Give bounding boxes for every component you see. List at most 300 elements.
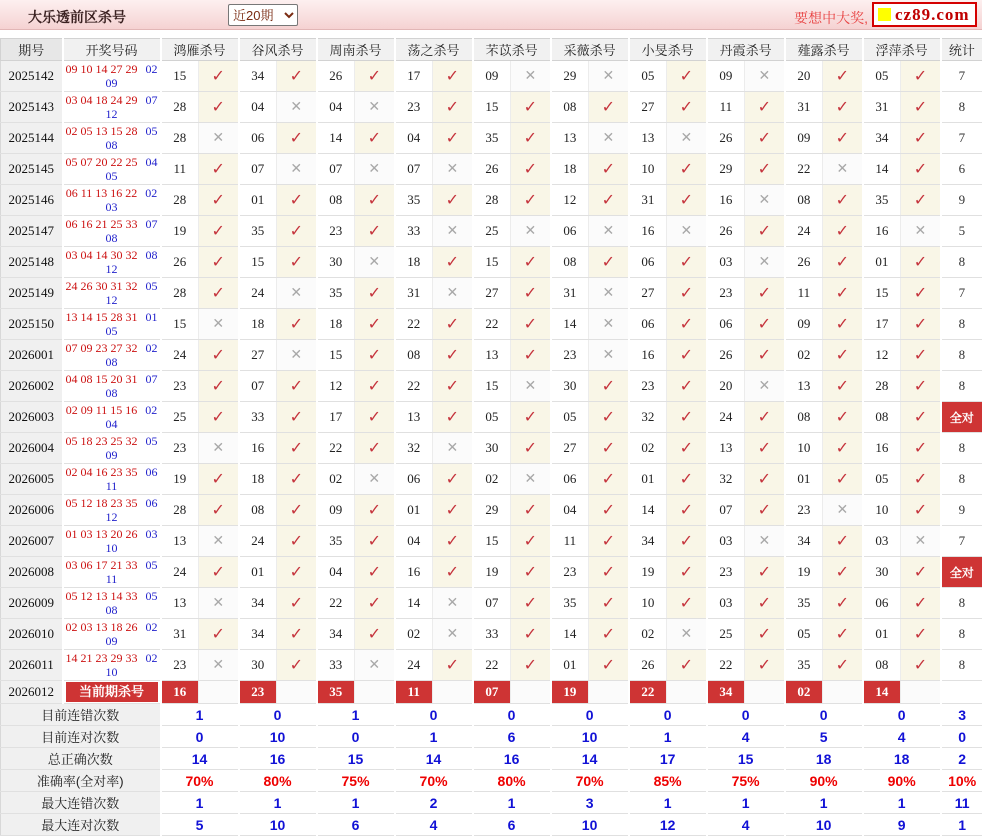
cross-icon: ✕: [368, 470, 381, 486]
summary-label-cell: 最大连对次数: [1, 814, 161, 836]
site-logo[interactable]: [872, 2, 977, 27]
check-icon: ✓: [445, 378, 459, 395]
period-cell: 2025147: [1, 216, 63, 247]
check-icon: ✓: [835, 471, 850, 488]
check-cell: [745, 216, 785, 247]
check-cell: [433, 588, 473, 619]
kill-number-cell: 27: [629, 92, 667, 123]
check-cell: [823, 278, 863, 309]
kill-number-cell: 26: [317, 61, 355, 92]
summary-value-cell: 5: [161, 814, 239, 836]
kill-number-cell: 15: [161, 61, 199, 92]
front-numbers: 06 16 21 25 33: [65, 217, 138, 231]
check-icon: ✓: [679, 316, 694, 333]
check-cell: [511, 247, 551, 278]
kill-number-cell: 15: [161, 309, 199, 340]
kill-number-cell: 19: [161, 216, 199, 247]
table-row: [1, 216, 982, 247]
summary-row: [1, 726, 982, 748]
draw-numbers-cell: [63, 61, 161, 92]
kill-number-cell: 04: [551, 495, 589, 526]
summary-value-cell: 1: [785, 792, 863, 814]
check-cell: [589, 278, 629, 309]
kill-number-cell: 17: [395, 61, 433, 92]
check-icon: ✓: [445, 130, 459, 147]
col-header-11: 浮萍杀号: [863, 39, 941, 61]
check-icon: ✓: [523, 347, 538, 364]
check-icon: ✓: [211, 223, 225, 240]
check-icon: ✓: [289, 440, 303, 457]
check-icon: ✓: [445, 502, 459, 519]
back-number-2: 04: [105, 417, 118, 431]
check-cell: [433, 557, 473, 588]
summary-value-cell: 0: [785, 704, 863, 726]
check-cell: [589, 371, 629, 402]
table-row: [1, 402, 982, 433]
check-cell: [823, 247, 863, 278]
check-icon: ✓: [211, 471, 225, 488]
kill-number-cell: 09: [317, 495, 355, 526]
summary-value-cell: 1: [707, 792, 785, 814]
check-cell: [667, 61, 707, 92]
kill-number-cell: 23: [707, 278, 745, 309]
check-cell: [667, 247, 707, 278]
kill-number-cell: 29: [473, 495, 511, 526]
back-number-1: 03: [145, 527, 158, 541]
check-icon: ✓: [757, 223, 772, 240]
summary-value-cell: 15: [317, 748, 395, 770]
front-numbers: 05 12 18 23 35: [65, 496, 138, 510]
current-kill-number-cell: 02: [785, 681, 823, 704]
check-cell: [901, 619, 941, 650]
table-row: [1, 619, 982, 650]
check-icon: ✓: [523, 285, 538, 302]
back-number-2: 08: [105, 603, 118, 617]
check-icon: ✓: [367, 564, 381, 581]
kill-number-cell: 19: [785, 557, 823, 588]
stat-cell: 5: [941, 216, 982, 247]
check-icon: ✓: [601, 471, 616, 488]
stat-cell: 7: [941, 61, 982, 92]
range-select[interactable]: [228, 4, 298, 26]
cross-icon: ✕: [524, 377, 537, 393]
stat-cell: [941, 681, 982, 704]
summary-value-cell: 80%: [239, 770, 317, 792]
check-icon: ✓: [445, 657, 459, 674]
kill-number-cell: 08: [785, 185, 823, 216]
back-number-1: 05: [145, 558, 158, 572]
period-cell: 2026002: [1, 371, 63, 402]
kill-number-cell: 16: [629, 216, 667, 247]
draw-numbers-cell: [63, 526, 161, 557]
check-cell: [511, 650, 551, 681]
period-cell: 2025142: [1, 61, 63, 92]
check-cell: [199, 681, 239, 704]
draw-numbers-cell: [63, 495, 161, 526]
summary-value-cell: 1: [629, 792, 707, 814]
check-icon: ✓: [289, 533, 303, 550]
check-cell: [511, 588, 551, 619]
draw-numbers-cell: [63, 557, 161, 588]
summary-value-cell: 10: [785, 814, 863, 836]
check-icon: ✓: [913, 161, 928, 178]
kill-number-cell: 09: [785, 309, 823, 340]
check-icon: ✓: [289, 409, 303, 426]
kill-number-cell: 15: [473, 247, 511, 278]
cross-icon: ✕: [368, 160, 381, 176]
kill-number-cell: 10: [785, 433, 823, 464]
check-icon: ✓: [445, 347, 459, 364]
check-icon: ✓: [211, 68, 225, 85]
check-cell: [589, 588, 629, 619]
check-cell: [667, 526, 707, 557]
kill-number-cell: 28: [473, 185, 511, 216]
check-icon: ✓: [835, 192, 850, 209]
summary-value-cell: 4: [863, 726, 941, 748]
check-cell: [667, 464, 707, 495]
period-cell: 2025149: [1, 278, 63, 309]
check-cell: [433, 185, 473, 216]
draw-numbers-cell: [63, 464, 161, 495]
check-icon: ✓: [523, 99, 538, 116]
check-cell: [901, 340, 941, 371]
check-cell: [589, 154, 629, 185]
check-cell: [199, 309, 239, 340]
check-cell: [199, 464, 239, 495]
check-cell: [901, 588, 941, 619]
check-icon: ✓: [211, 285, 225, 302]
check-icon: ✓: [445, 409, 459, 426]
cross-icon: ✕: [368, 98, 381, 114]
back-number-2: 10: [105, 541, 118, 555]
current-kill-number-cell: 14: [863, 681, 901, 704]
check-icon: ✓: [445, 192, 459, 209]
kill-number-cell: 14: [629, 495, 667, 526]
kill-number-cell: 01: [629, 464, 667, 495]
check-icon: ✓: [913, 657, 928, 674]
check-cell: [199, 154, 239, 185]
kill-number-cell: 34: [785, 526, 823, 557]
check-cell: [433, 371, 473, 402]
check-cell: [355, 557, 395, 588]
summary-value-cell: 75%: [707, 770, 785, 792]
back-number-1: 02: [145, 341, 158, 355]
check-cell: [355, 278, 395, 309]
cross-icon: ✕: [212, 315, 225, 331]
back-number-1: 04: [145, 155, 158, 169]
check-cell: [823, 464, 863, 495]
check-cell: [355, 123, 395, 154]
check-cell: [901, 681, 941, 704]
cross-icon: ✕: [602, 284, 615, 300]
kill-number-cell: 05: [863, 464, 901, 495]
table-row: [1, 185, 982, 216]
back-number-2: 11: [105, 572, 118, 586]
kill-number-cell: 02: [629, 433, 667, 464]
check-cell: [355, 588, 395, 619]
kill-number-cell: 18: [551, 154, 589, 185]
check-icon: ✓: [367, 502, 381, 519]
check-icon: ✓: [757, 99, 772, 116]
kill-number-cell: 04: [395, 526, 433, 557]
summary-total-cell: 0: [941, 726, 982, 748]
check-icon: ✓: [757, 285, 772, 302]
kill-number-cell: 30: [863, 557, 901, 588]
check-cell: [277, 588, 317, 619]
check-icon: ✓: [913, 192, 928, 209]
current-kill-number-cell: 23: [239, 681, 277, 704]
kill-number-cell: 22: [785, 154, 823, 185]
kill-number-cell: 28: [161, 123, 199, 154]
table-row: [1, 588, 982, 619]
check-icon: ✓: [367, 347, 381, 364]
check-cell: [823, 588, 863, 619]
check-cell: [667, 92, 707, 123]
check-icon: ✓: [757, 347, 772, 364]
kill-number-cell: 22: [395, 309, 433, 340]
check-cell: [745, 464, 785, 495]
kill-number-cell: 18: [395, 247, 433, 278]
kill-number-cell: 03: [707, 247, 745, 278]
period-cell: 2025148: [1, 247, 63, 278]
check-cell: [589, 619, 629, 650]
period-cell: 2026005: [1, 464, 63, 495]
kill-number-cell: 05: [785, 619, 823, 650]
kill-number-cell: 35: [317, 526, 355, 557]
check-cell: [667, 278, 707, 309]
check-icon: ✓: [913, 285, 928, 302]
kill-number-cell: 31: [785, 92, 823, 123]
check-icon: ✓: [757, 440, 772, 457]
check-cell: [277, 278, 317, 309]
check-cell: [589, 216, 629, 247]
summary-label-cell: 准确率(全对率): [1, 770, 161, 792]
check-icon: ✓: [367, 409, 381, 426]
check-cell: [355, 154, 395, 185]
kill-number-cell: 23: [785, 495, 823, 526]
kill-number-cell: 25: [707, 619, 745, 650]
kill-number-cell: 18: [239, 464, 277, 495]
period-cell: 2026003: [1, 402, 63, 433]
front-numbers: 05 12 13 14 33: [65, 589, 138, 603]
check-cell: [433, 123, 473, 154]
check-icon: ✓: [523, 316, 538, 333]
check-cell: [667, 340, 707, 371]
logo-text: cz89.com: [895, 5, 970, 24]
kill-number-table: [0, 38, 982, 836]
check-cell: [433, 495, 473, 526]
draw-numbers-cell: [63, 402, 161, 433]
check-icon: ✓: [757, 316, 772, 333]
check-cell: [433, 278, 473, 309]
check-cell: [745, 681, 785, 704]
kill-number-cell: 12: [551, 185, 589, 216]
check-icon: ✓: [211, 626, 225, 643]
back-number-1: 05: [145, 124, 158, 138]
check-cell: [433, 92, 473, 123]
col-header-0: 期号: [1, 39, 63, 61]
back-number-1: 05: [145, 434, 158, 448]
front-numbers: 13 14 15 28 31: [65, 310, 138, 324]
kill-number-cell: 08: [317, 185, 355, 216]
draw-numbers-cell: [63, 650, 161, 681]
check-cell: [823, 123, 863, 154]
back-number-1: 06: [145, 496, 158, 510]
check-cell: [355, 309, 395, 340]
kill-number-cell: 35: [863, 185, 901, 216]
summary-value-cell: 85%: [629, 770, 707, 792]
back-number-2: 08: [105, 386, 118, 400]
kill-number-cell: 27: [629, 278, 667, 309]
check-cell: [823, 61, 863, 92]
col-header-8: 小旻杀号: [629, 39, 707, 61]
check-cell: [589, 433, 629, 464]
check-cell: [745, 154, 785, 185]
check-cell: [511, 185, 551, 216]
stat-cell: 9: [941, 185, 982, 216]
check-cell: [277, 185, 317, 216]
kill-number-cell: 07: [395, 154, 433, 185]
table-row: [1, 557, 982, 588]
kill-number-cell: 33: [395, 216, 433, 247]
cross-icon: ✕: [836, 160, 849, 176]
summary-value-cell: 14: [161, 748, 239, 770]
check-icon: ✓: [835, 657, 850, 674]
kill-number-cell: 07: [239, 154, 277, 185]
kill-number-cell: 12: [863, 340, 901, 371]
check-cell: [901, 433, 941, 464]
kill-number-cell: 24: [785, 216, 823, 247]
summary-value-cell: 70%: [395, 770, 473, 792]
check-cell: [589, 650, 629, 681]
check-cell: [589, 247, 629, 278]
check-icon: ✓: [211, 192, 225, 209]
cross-icon: ✕: [602, 346, 615, 362]
promo-text: 要想中大奖,: [794, 10, 868, 26]
summary-value-cell: 18: [785, 748, 863, 770]
check-icon: ✓: [523, 440, 538, 457]
kill-number-cell: 05: [629, 61, 667, 92]
check-cell: [901, 278, 941, 309]
kill-number-cell: 11: [161, 154, 199, 185]
summary-label-cell: 总正确次数: [1, 748, 161, 770]
check-cell: [667, 588, 707, 619]
check-cell: [433, 61, 473, 92]
check-cell: [199, 340, 239, 371]
check-icon: ✓: [835, 285, 850, 302]
kill-number-cell: 06: [707, 309, 745, 340]
kill-number-cell: 06: [629, 309, 667, 340]
kill-number-cell: 02: [473, 464, 511, 495]
check-cell: [745, 340, 785, 371]
check-cell: [901, 185, 941, 216]
check-icon: ✓: [757, 471, 772, 488]
draw-numbers-cell: [63, 185, 161, 216]
summary-value-cell: 1: [161, 792, 239, 814]
summary-value-cell: 12: [629, 814, 707, 836]
check-cell: [277, 247, 317, 278]
check-cell: [823, 154, 863, 185]
page-title: 大乐透前区杀号: [28, 9, 126, 25]
check-cell: [433, 681, 473, 704]
kill-number-cell: 26: [785, 247, 823, 278]
check-icon: ✓: [913, 316, 928, 333]
summary-value-cell: 9: [863, 814, 941, 836]
check-icon: ✓: [601, 192, 616, 209]
front-numbers: 14 21 23 29 33: [65, 651, 138, 665]
check-icon: ✓: [757, 409, 772, 426]
back-number-2: 12: [105, 107, 118, 121]
kill-number-cell: 16: [629, 340, 667, 371]
check-icon: ✓: [289, 626, 303, 643]
kill-number-cell: 30: [473, 433, 511, 464]
summary-value-cell: 18: [863, 748, 941, 770]
kill-number-cell: 18: [239, 309, 277, 340]
check-icon: ✓: [289, 378, 303, 395]
check-cell: [745, 402, 785, 433]
summary-value-cell: 16: [473, 748, 551, 770]
check-icon: ✓: [757, 595, 772, 612]
check-cell: [199, 402, 239, 433]
col-header-10: 薤露杀号: [785, 39, 863, 61]
check-icon: ✓: [523, 409, 538, 426]
check-icon: ✓: [835, 99, 850, 116]
check-cell: [277, 526, 317, 557]
check-icon: ✓: [679, 99, 694, 116]
check-cell: [433, 433, 473, 464]
summary-value-cell: 90%: [785, 770, 863, 792]
check-cell: [745, 185, 785, 216]
cross-icon: ✕: [212, 656, 225, 672]
check-icon: ✓: [601, 626, 616, 643]
table-row: [1, 650, 982, 681]
kill-number-cell: 01: [551, 650, 589, 681]
summary-value-cell: 2: [395, 792, 473, 814]
check-cell: [355, 619, 395, 650]
check-icon: ✓: [289, 316, 303, 333]
check-icon: ✓: [367, 626, 381, 643]
check-cell: [667, 309, 707, 340]
check-cell: [667, 433, 707, 464]
stat-cell: 8: [941, 619, 982, 650]
stat-cell: 全对: [941, 402, 982, 433]
kill-number-cell: 23: [161, 371, 199, 402]
cross-icon: ✕: [524, 470, 537, 486]
kill-number-cell: 32: [707, 464, 745, 495]
check-cell: [511, 92, 551, 123]
stat-cell: 8: [941, 650, 982, 681]
stat-cell: 7: [941, 123, 982, 154]
period-cell: 2026009: [1, 588, 63, 619]
back-number-2: 05: [105, 169, 118, 183]
check-icon: ✓: [757, 657, 772, 674]
check-cell: [667, 650, 707, 681]
check-cell: [511, 402, 551, 433]
check-cell: [901, 247, 941, 278]
cross-icon: ✕: [524, 222, 537, 238]
front-numbers: 24 26 30 31 32: [65, 279, 138, 293]
kill-number-cell: 08: [863, 402, 901, 433]
check-cell: [277, 92, 317, 123]
check-icon: ✓: [835, 254, 850, 271]
kill-number-cell: 08: [239, 495, 277, 526]
check-icon: ✓: [679, 564, 694, 581]
kill-number-cell: 31: [395, 278, 433, 309]
check-icon: ✓: [367, 533, 381, 550]
check-icon: ✓: [913, 595, 928, 612]
kill-number-cell: 31: [629, 185, 667, 216]
kill-number-cell: 20: [785, 61, 823, 92]
